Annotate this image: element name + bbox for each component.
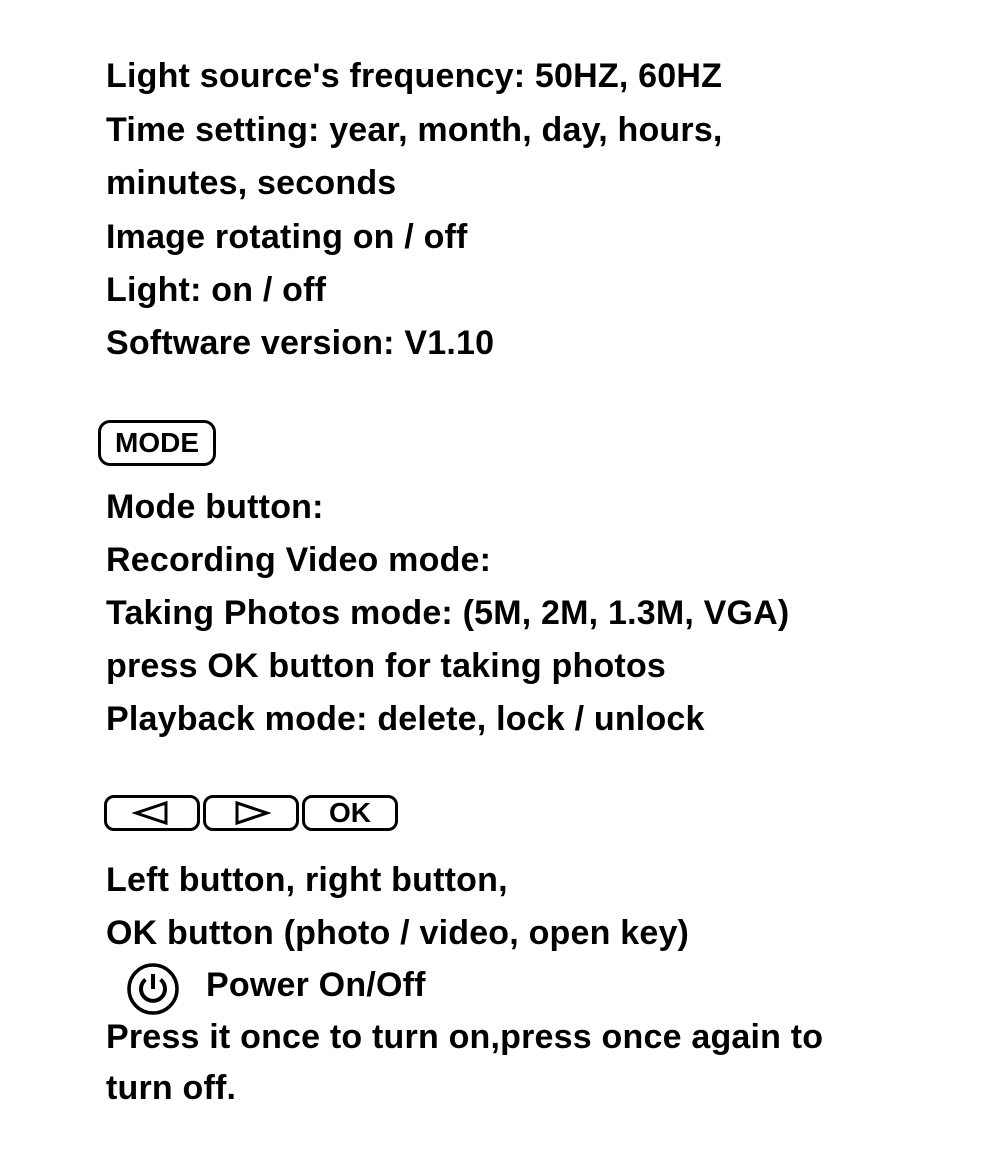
- power-on-off-label: Power On/Off: [206, 966, 426, 1004]
- software-version-line: Software version: V1.10: [106, 324, 495, 362]
- ok-button[interactable]: OK: [302, 795, 398, 831]
- mode-button-heading: Mode button:: [106, 488, 324, 526]
- light-line: Light: on / off: [106, 271, 327, 309]
- right-triangle-icon: [231, 800, 271, 826]
- frequency-line: Light source's frequency: 50HZ, 60HZ: [106, 57, 723, 95]
- ok-button-line: OK button (photo / video, open key): [106, 914, 690, 952]
- time-setting-line: Time setting: year, month, day, hours,: [106, 111, 723, 149]
- power-icon[interactable]: [126, 962, 180, 1016]
- mode-button[interactable]: MODE: [98, 420, 216, 466]
- time-setting-continued-line: minutes, seconds: [106, 164, 397, 202]
- turn-off-line: turn off.: [106, 1069, 237, 1107]
- right-button[interactable]: [203, 795, 299, 831]
- press-ok-photos-line: press OK button for taking photos: [106, 647, 667, 685]
- playback-mode-line: Playback mode: delete, lock / unlock: [106, 700, 705, 738]
- recording-video-line: Recording Video mode:: [106, 541, 492, 579]
- press-once-line: Press it once to turn on,press once again to: [106, 1018, 824, 1056]
- left-right-button-line: Left button, right button,: [106, 861, 508, 899]
- left-triangle-icon: [132, 800, 172, 826]
- image-rotating-line: Image rotating on / off: [106, 218, 468, 256]
- left-button[interactable]: [104, 795, 200, 831]
- taking-photos-line: Taking Photos mode: (5M, 2M, 1.3M, VGA): [106, 594, 790, 632]
